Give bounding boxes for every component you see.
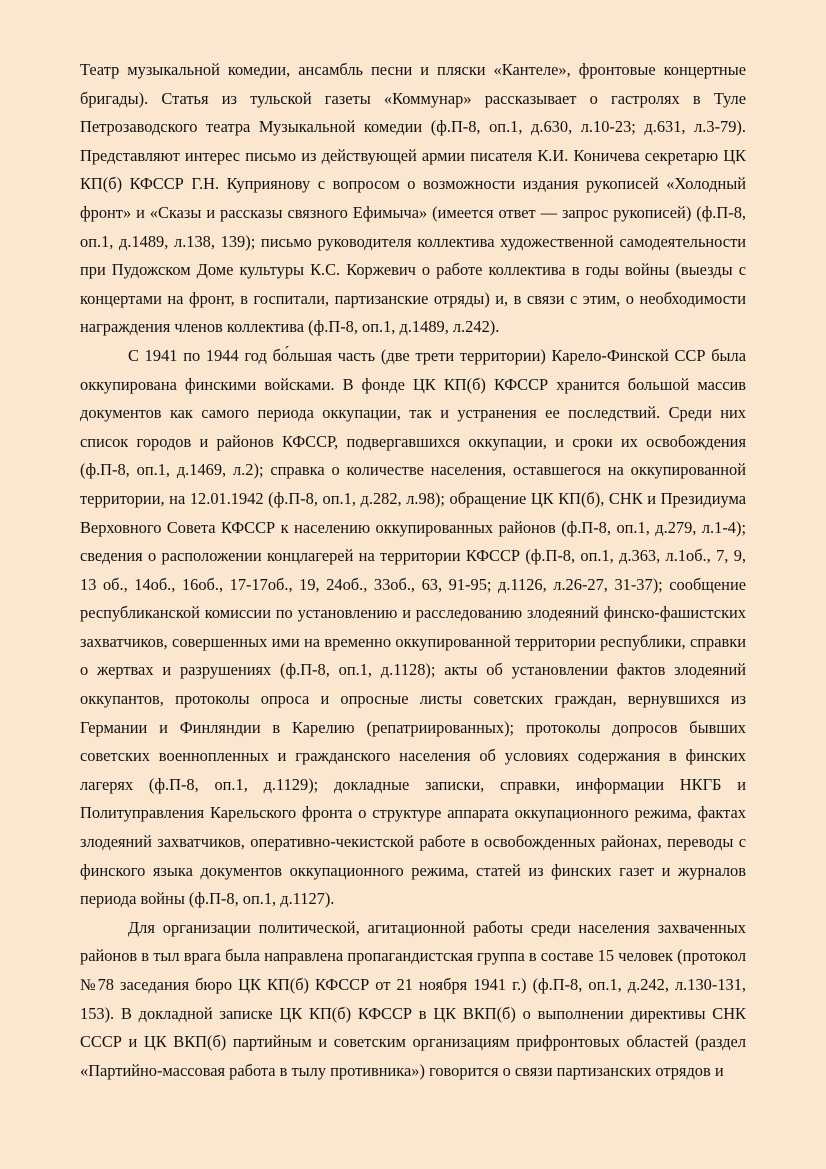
document-page xyxy=(80,56,746,1085)
paragraph-2: С 1941 по 1944 год бо́льшая часть (две трети территории) Карело-Финской ССР была оккупирована финскими войсками. В фонде ЦК КП(б) КФССР хранится большой массив документов как самого периода оккупации, так и устранения ее последствий. Среди них список городов и районов КФССР, подвергавшихся оккупации, и сроки их освобождения (ф.П-8, оп.1, д.1469, л.2); справка о количестве населения, оставшегося на оккупированной территории, на 12.01.1942 (ф.П-8, оп.1, д.282, л.98); обращение ЦК КП(б), СНК и Президиума Верховного Совета КФССР к населению оккупированных районов (ф.П-8, оп.1, д.279, л.1-4); сведения о расположении концлагерей на территории КФССР (ф.П-8, оп.1, д.363, л.1об., 7, 9, 13 об., 14об., 16об., 17-17об., 19, 24об., 33об., 63, 91-95; д.1126, л.26-27, 31-37); сообщение республиканской комиссии по установлению и расследованию злодеяний финско-фашистских захватчиков, совершенных ими на временно оккупированной территории республики, справки о жертвах и разрушениях (ф.П-8, оп.1, д.1128); акты об установлении фактов злодеяний оккупантов, протоколы опроса и опросные листы советских граждан, вернувшихся из Германии и Финляндии в Карелию (репатриированных); протоколы допросов бывших советских военнопленных и гражданского населения об условиях содержания в финских лагерях (ф.П-8, оп.1, д.1129); докладные записки, справки, информации НКГБ и Политуправления Карельского фронта о структуре аппарата оккупационного режима, фактах злодеяний захватчиков, оперативно-чекистской работе в освобожденных районах, переводы с финского языка документов оккупационного режима, статей из финских газет и журналов периода войны (ф.П-8, оп.1, д.1127). xyxy=(80,345,746,909)
paragraph-1: Театр музыкальной комедии, ансамбль песни и пляски «Кантеле», фронтовые концертные бригады). Статья из тульской газеты «Коммунар» рассказывает о гастролях в Туле Петрозаводского театра Музыкальной комедии (ф.П-8, оп.1, д.630, л.10-23; д.631, л.3-79). Представляют интерес письмо из действующей армии писателя К.И. Коничева секретарю ЦК КП(б) КФССР Г.Н. Куприянову с вопросом о возможности издания рукописей «Холодный фронт» и «Сказы и рассказы связного Ефимыча» (имеется ответ — запрос рукописей) (ф.П-8, оп.1, д.1489, л.138, 139); письмо руководителя коллектива художественной самодеятельности при Пудожском Доме культуры К.С. Коржевич о работе коллектива в годы войны (выезды с концертами на фронт, в госпитали, партизанские отряды) и, в связи с этим, о необходимости награждения членов коллектива (ф.П-8, оп.1, д.1489, л.242). xyxy=(80,60,746,337)
paragraph-3: Для организации политической, агитационной работы среди населения захваченных районов в тыл врага была направлена пропагандистская группа в составе 15 человек (протокол №78 заседания бюро ЦК КП(б) КФССР от 21 ноября 1941 г.) (ф.П-8, оп.1, д.242, л.130-131, 153). В докладной записке ЦК КП(б) КФССР в ЦК ВКП(б) о выполнении директивы СНК СССР и ЦК ВКП(б) партийным и советским организациям прифронтовых областей (раздел «Партийно-массовая работа в тылу противника») говорится о связи партизанских отрядов и xyxy=(80,917,746,1080)
